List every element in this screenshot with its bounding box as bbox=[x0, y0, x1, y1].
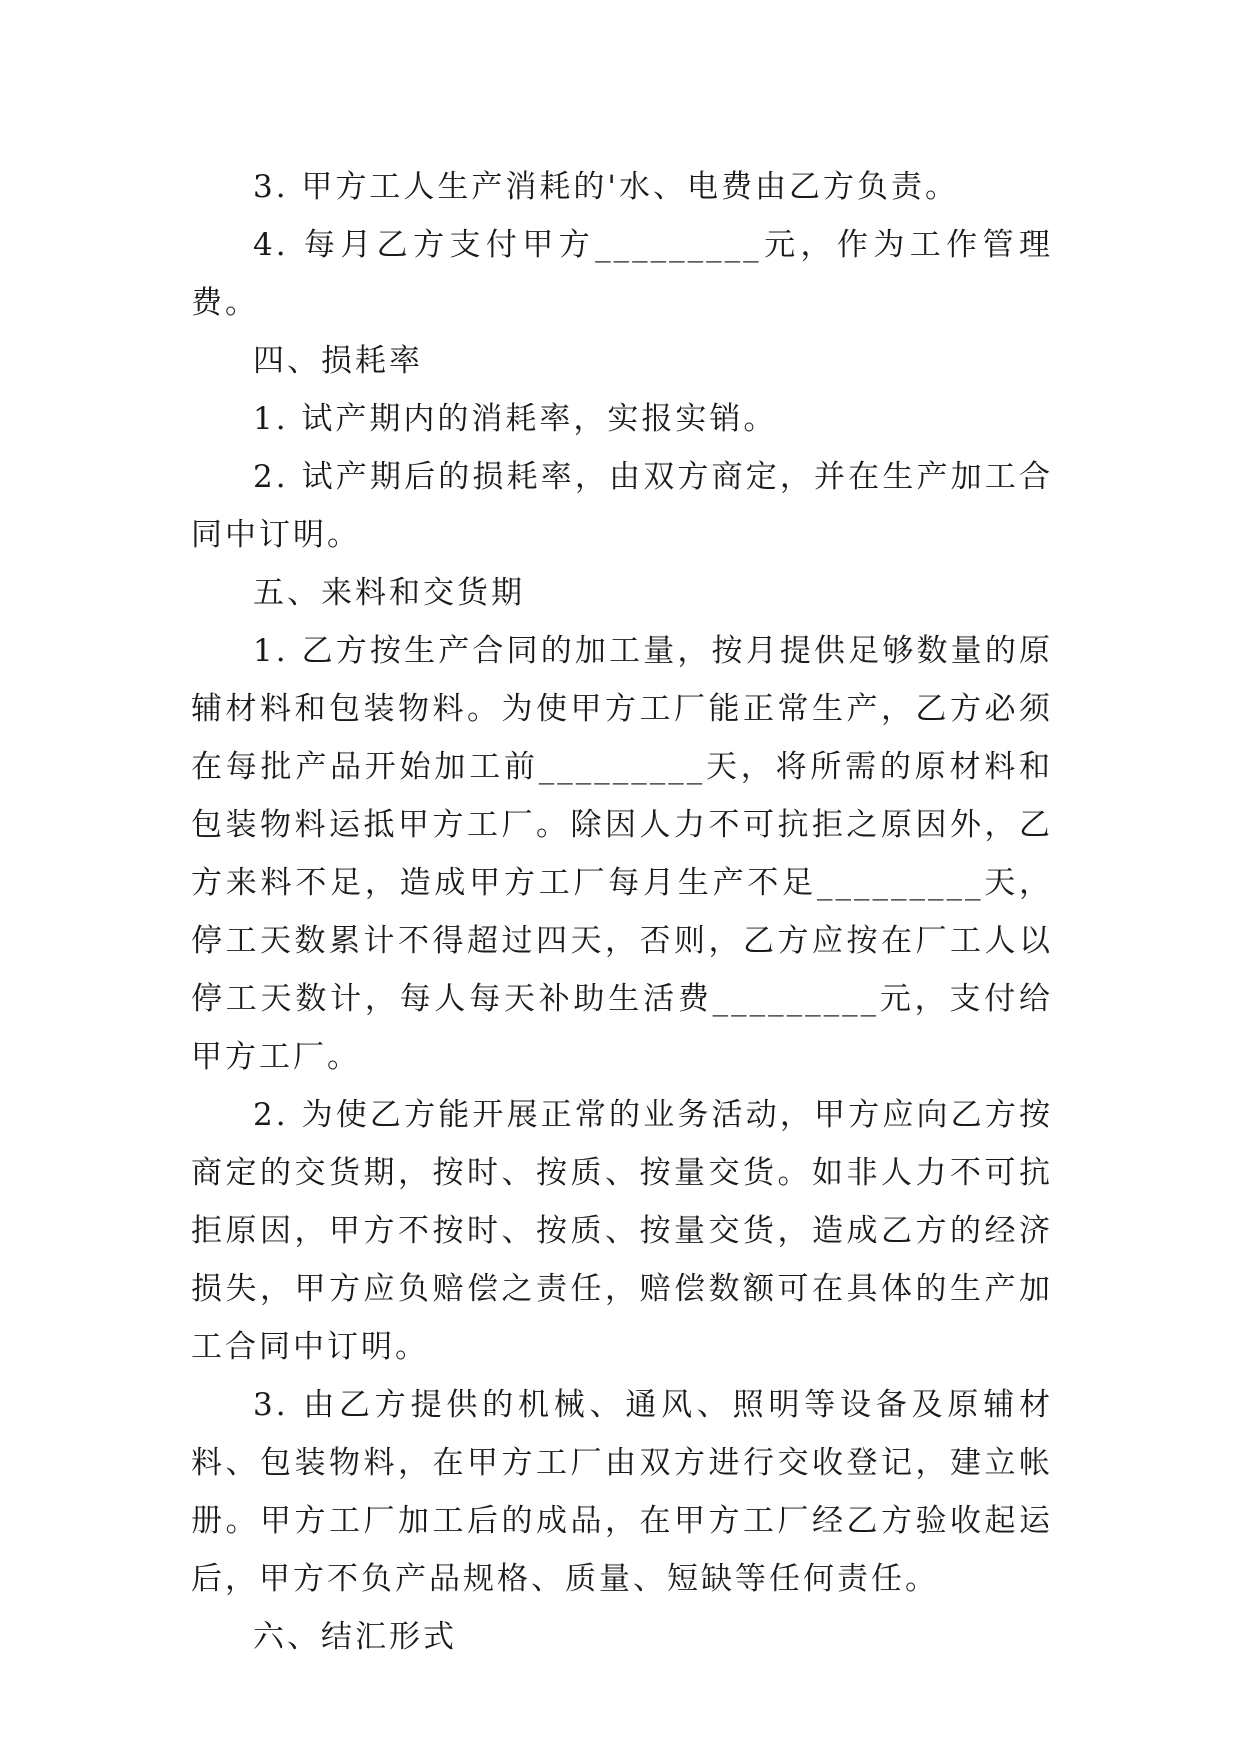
document-body bbox=[191, 158, 1053, 1666]
section-heading-loss-rate: 四、损耗率 bbox=[253, 343, 423, 379]
clause-4-management-fee: 4. 每月乙方支付甲方_________元，作为工作管理费。 bbox=[191, 227, 1053, 321]
clause-3-utilities: 3. 甲方工人生产消耗的'水、电费由乙方负责。 bbox=[253, 169, 959, 205]
section-heading-settlement: 六、结汇形式 bbox=[253, 1619, 457, 1655]
section-heading-materials-delivery: 五、来料和交货期 bbox=[253, 575, 525, 611]
clause-3-equipment-registration: 3. 由乙方提供的机械、通风、照明等设备及原辅材料、包装物料，在甲方工厂由双方进行交收登记，建立帐册。甲方工厂加工后的成品，在甲方工厂经乙方验收起运后，甲方不负产品规格、质量、短缺等任何责任。 bbox=[191, 1387, 1053, 1597]
clause-2-post-trial-loss: 2. 试产期后的损耗率，由双方商定，并在生产加工合同中订明。 bbox=[191, 459, 1053, 553]
clause-1-materials-supply: 1. 乙方按生产合同的加工量，按月提供足够数量的原辅材料和包装物料。为使甲方工厂能正常生产，乙方必须在每批产品开始加工前_________天，将所需的原材料和包装物料运抵甲方工厂。除因人力不可抗拒之原因外，乙方来料不足，造成甲方工厂每月生产不足_________天，停工天数累计不得超过四天，否则，乙方应按在厂工人以停工天数计，每人每天补助生活费_________元，支付给甲方工厂。 bbox=[191, 633, 1053, 1075]
clause-2-delivery-schedule: 2. 为使乙方能开展正常的业务活动，甲方应向乙方按商定的交货期，按时、按质、按量交货。如非人力不可抗拒原因，甲方不按时、按质、按量交货，造成乙方的经济损失，甲方应负赔偿之责任，赔偿数额可在具体的生产加工合同中订明。 bbox=[191, 1097, 1053, 1365]
clause-1-trial-consumption: 1. 试产期内的消耗率，实报实销。 bbox=[253, 401, 778, 437]
